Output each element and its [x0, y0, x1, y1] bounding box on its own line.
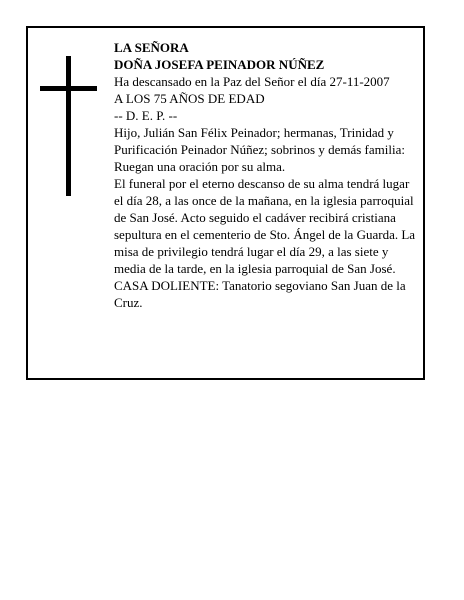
obituary-notice: [26, 26, 425, 380]
obituary-text: [114, 39, 420, 311]
prayer-line: Ruegan una oración por su alma.: [114, 159, 286, 174]
age-line: A LOS 75 AÑOS DE EDAD: [114, 91, 265, 106]
deceased-name: DOÑA JOSEFA PEINADOR NÚÑEZ: [114, 57, 325, 72]
casa-doliente-line: CASA DOLIENTE: Tanatorio segoviano San Juan de la Cruz.: [114, 278, 406, 310]
cross-horizontal-bar: [40, 86, 97, 91]
obituary-title: LA SEÑORA: [114, 40, 189, 55]
death-line: Ha descansado en la Paz del Señor el día 27-11-2007: [114, 74, 390, 89]
funeral-paragraph: El funeral por el eterno descanso de su alma tendrá lugar el día 28, a las once de la mañana, en la iglesia parroquial de San José. Acto seguido el cadáver recibirá cristiana sepultura en el cementerio de Sto. Ángel de la Guarda. La misa de privilegio tendrá lugar el día 29, a las siete y media de la tarde, en la iglesia parroquial de San José.: [114, 176, 416, 276]
cross-vertical-bar: [66, 56, 71, 196]
cross-icon: [40, 56, 96, 196]
dep-line: -- D. E. P. --: [114, 108, 178, 123]
family-line: Hijo, Julián San Félix Peinador; hermanas, Trinidad y Purificación Peinador Núñez; sobrinos y demás familia:: [114, 125, 405, 157]
